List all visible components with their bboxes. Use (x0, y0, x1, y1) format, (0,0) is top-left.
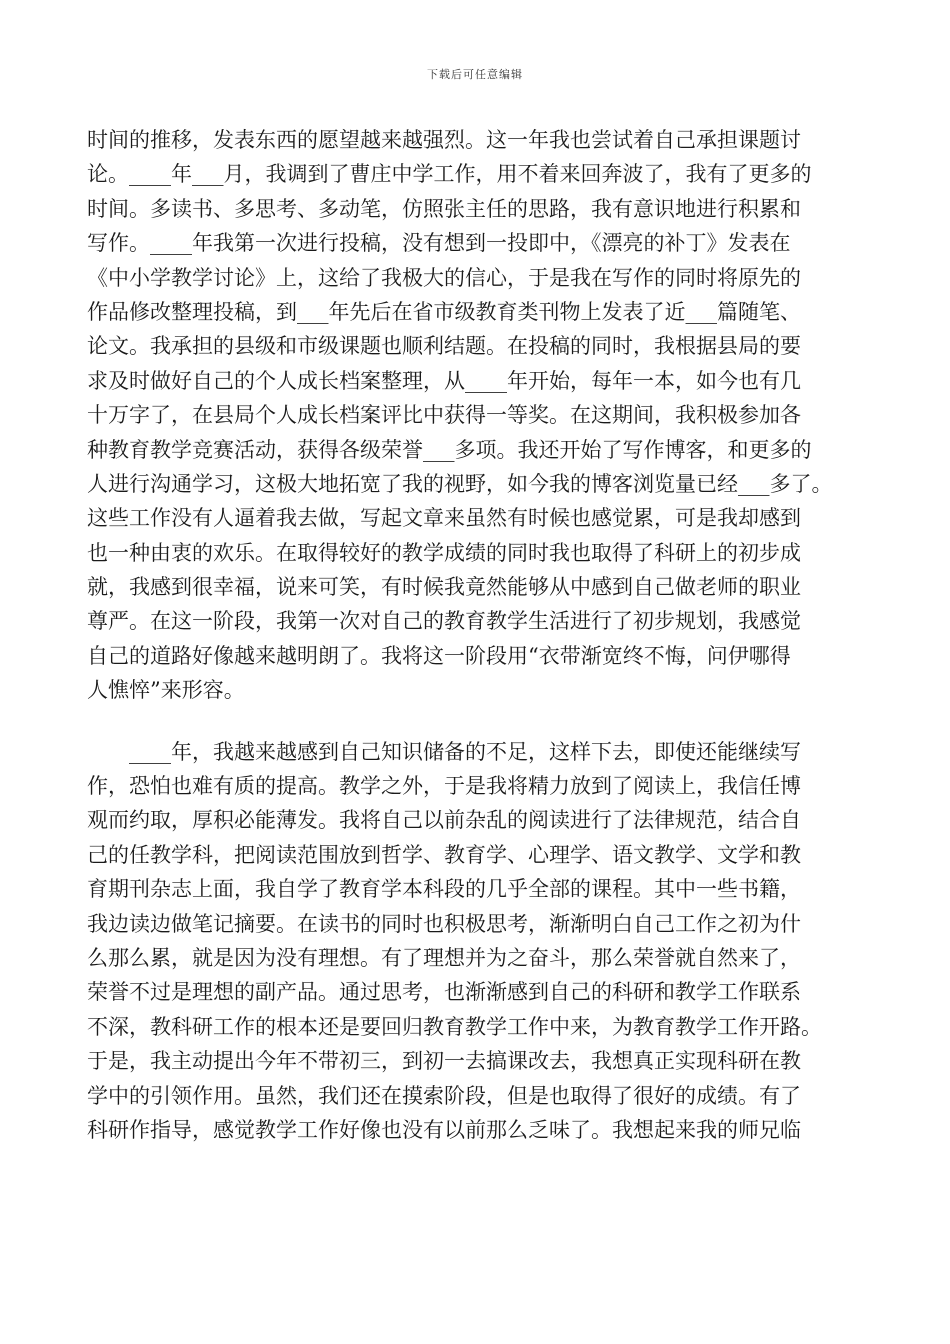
text-line: 己的任教学科，把阅读范围放到哲学、教育学、心理学、语文教学、文学和教 (87, 842, 801, 867)
text-line: 尊严。在这一阶段，我第一次对自己的教育教学生活进行了初步规划，我感觉 (87, 609, 801, 634)
text-line: 我边读边做笔记摘要。在读书的同时也积极思考，渐渐明白自己工作之初为什 (87, 911, 801, 936)
download-note: 下载后可任意编辑 (427, 68, 523, 81)
text-line: 人进行沟通学习，这极大地拓宽了我的视野，如今我的博客浏览量已经___多了。 (87, 471, 833, 496)
text-line: 求及时做好自己的个人成长档案整理，从____年开始，每年一本，如今也有几 (87, 368, 801, 393)
text-line: 育期刊杂志上面，我自学了教育学本科段的几乎全部的课程。其中一些书籍， (87, 877, 801, 902)
text-line: 时间的推移，发表东西的愿望越来越强烈。这一年我也尝试着自己承担课题讨 (87, 128, 801, 152)
text-line: 十万字了，在县局个人成长档案评比中获得一等奖。在这期间，我积极参加各 (87, 403, 801, 428)
text-line: 人憔悴”来形容。 (87, 678, 245, 703)
paragraph-2 (87, 735, 867, 1148)
text-line: 自己的道路好像越来越明朗了。我将这一阶段用“衣带渐宽终不悔，问伊哪得 (87, 643, 791, 668)
text-line: 《中小学教学讨论》上，这给了我极大的信心，于是我在写作的同时将原先的 (87, 265, 801, 290)
text-line: 科研作指导，感觉教学工作好像也没有以前那么乏味了。我想起来我的师兄临 (87, 1117, 801, 1142)
text-line: 荣誉不过是理想的副产品。通过思考，也渐渐感到自己的科研和教学工作联系 (87, 980, 801, 1005)
document-body (87, 123, 867, 1147)
text-line: ____年，我越来越感到自己知识储备的不足，这样下去，即使还能继续写 (87, 739, 801, 764)
text-line: 论文。我承担的县级和市级课题也顺利结题。在投稿的同时，我根据县局的要 (87, 334, 801, 359)
text-line: 作，恐怕也难有质的提高。教学之外，于是我将精力放到了阅读上，我信任博 (87, 774, 801, 799)
text-line: 学中的引领作用。虽然，我们还在摸索阶段，但是也取得了很好的成绩。有了 (87, 1083, 801, 1108)
text-line: 观而约取，厚积必能薄发。我将自己以前杂乱的阅读进行了法律规范，结合自 (87, 808, 801, 833)
text-line: 这些工作没有人逼着我去做，写起文章来虽然有时候也感觉累，可是我却感到 (87, 506, 801, 531)
text-line: 于是，我主动提出今年不带初三，到初一去搞课改去，我想真正实现科研在教 (87, 1049, 801, 1074)
text-line: 么那么累，就是因为没有理想。有了理想并为之奋斗，那么荣誉就自然来了， (87, 945, 801, 970)
text-line: 写作。____年我第一次进行投稿，没有想到一投即中，《漂亮的补丁》发表在 (87, 231, 791, 256)
text-line: 种教育教学竞赛活动，获得各级荣誉___多项。我还开始了写作博客，和更多的 (87, 437, 812, 462)
text-line: 也一种由衷的欢乐。在取得较好的教学成绩的同时我也取得了科研上的初步成 (87, 540, 801, 565)
text-line: 论。____年___月，我调到了曹庄中学工作，用不着来回奔波了，我有了更多的 (87, 162, 812, 187)
text-line: 时间。多读书、多思考、多动笔，仿照张主任的思路，我有意识地进行积累和 (87, 196, 801, 221)
text-line: 不深，教科研工作的根本还是要回归教育教学工作中来，为教育教学工作开路。 (87, 1014, 822, 1039)
text-line: 作品修改整理投稿，到___年先后在省市级教育类刊物上发表了近___篇随笔、 (87, 299, 801, 324)
paragraph-1 (87, 123, 867, 708)
text-line: 就，我感到很幸福，说来可笑，有时候我竟然能够从中感到自己做老师的职业 (87, 575, 801, 600)
